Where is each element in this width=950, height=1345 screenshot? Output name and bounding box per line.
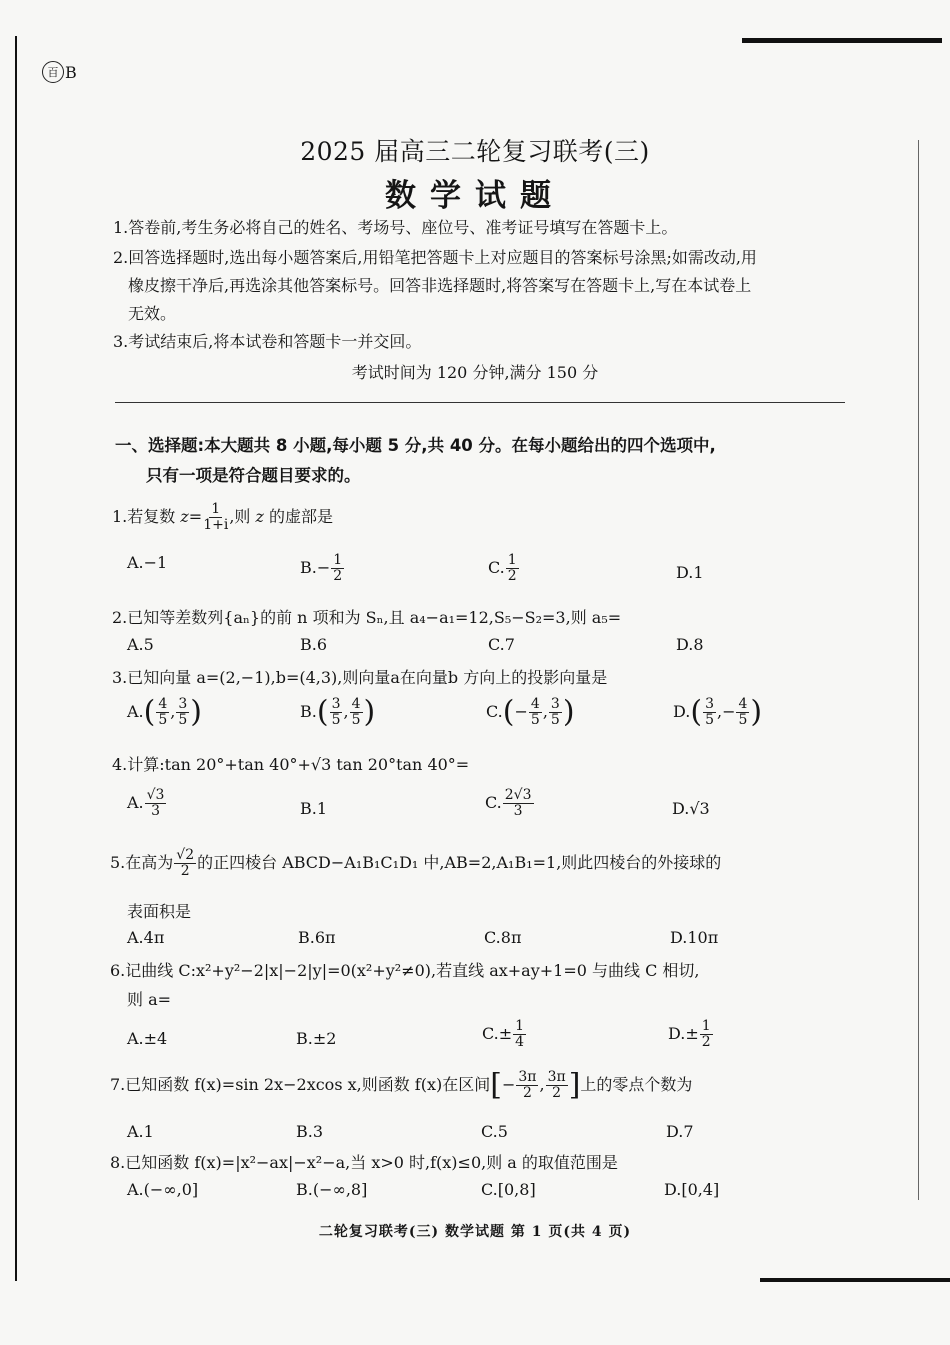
q7-option-b: B.3 bbox=[296, 1122, 324, 1141]
note-2-cont: 橡皮擦干净后,再选涂其他答案标号。回答非选择题时,将答案写在答题卡上,写在本试卷上 bbox=[128, 276, 752, 295]
q7-option-c: C.5 bbox=[481, 1122, 508, 1141]
note-1: 1.答卷前,考生务必将自己的姓名、考场号、座位号、准考证号填写在答题卡上。 bbox=[113, 218, 678, 237]
note-3: 3.考试结束后,将本试卷和答题卡一并交回。 bbox=[113, 332, 422, 351]
note-2: 2.回答选择题时,选出每小题答案后,用铅笔把答题卡上对应题目的答案标号涂黑;如需改动,用 bbox=[113, 248, 757, 267]
q5-option-c: C.8π bbox=[484, 928, 522, 947]
q4-option-c: C. $\frac{2√3}{3}$ bbox=[485, 787, 532, 819]
q3-option-b: B.( $\frac{3}{5}$ , $\frac{4}{5}$ ) bbox=[300, 694, 376, 730]
logo-circle: 百 bbox=[42, 61, 64, 83]
q4-option-d: D.√3 bbox=[672, 799, 710, 818]
section-heading-cont: 只有一项是符合题目要求的。 bbox=[146, 466, 361, 485]
question-1: 1.若复数 z= $\frac{1}{1+i}$ ,则 z 的虚部是 bbox=[112, 501, 334, 533]
q8-option-d: D.[0,4] bbox=[664, 1180, 720, 1199]
question-2: 2.已知等差数列{aₙ}的前 n 项和为 Sₙ,且 a₄−a₁=12,S₅−S₂=3,则 a₅= bbox=[112, 608, 622, 627]
q2-option-a: A.5 bbox=[127, 635, 154, 654]
q3-option-a: A.( $\frac{4}{5}$ , $\frac{3}{5}$ ) bbox=[127, 694, 203, 730]
q6-option-b: B.±2 bbox=[296, 1029, 337, 1048]
subject-title: 数学试题 bbox=[385, 178, 565, 214]
q2-option-d: D.8 bbox=[676, 635, 704, 654]
q2-option-c: C.7 bbox=[488, 635, 515, 654]
q4-option-b: B.1 bbox=[300, 799, 328, 818]
q8-option-b: B.(−∞,8] bbox=[296, 1180, 368, 1199]
q8-option-a: A.(−∞,0] bbox=[127, 1180, 199, 1199]
q1-option-d: D.1 bbox=[676, 563, 704, 582]
right-margin-line bbox=[918, 140, 919, 1200]
bottom-right-edge bbox=[760, 1278, 950, 1282]
question-6-cont: 则 a= bbox=[127, 990, 172, 1009]
q6-option-d: D.± $\frac{1}{2}$ bbox=[668, 1018, 711, 1050]
q6-option-c: C.± $\frac{1}{4}$ bbox=[482, 1018, 525, 1050]
note-2-end: 无效。 bbox=[128, 304, 177, 323]
q3-option-d: D.( $\frac{3}{5}$ ,− $\frac{4}{5}$ ) bbox=[673, 694, 763, 730]
publisher-logo bbox=[42, 60, 86, 84]
left-margin-line bbox=[15, 36, 17, 1281]
question-4: 4.计算:tan 20°+tan 40°+√3 tan 20°tan 40°= bbox=[112, 755, 470, 774]
top-right-edge bbox=[742, 38, 942, 43]
question-5: 5.在高为 $\frac{√2}{2}$ 的正四棱台 ABCD−A₁B₁C₁D₁ 中,AB=2,A₁B₁=1,则此四棱台的外接球的 bbox=[110, 847, 722, 879]
logo-letter: B bbox=[65, 62, 77, 82]
page-footer: 二轮复习联考(三) 数学试题 第 1 页(共 4 页) bbox=[318, 1224, 632, 1240]
q8-option-c: C.[0,8] bbox=[481, 1180, 536, 1199]
q5-option-a: A.4π bbox=[127, 928, 165, 947]
question-7: 7.已知函数 f(x)=sin 2x−2xcos x,则函数 f(x)在区间[− $\frac{3\pi}{2}$ , $\frac{3\pi}{2}$ ]上的零点个数为 bbox=[110, 1067, 693, 1103]
time-info: 考试时间为 120 分钟,满分 150 分 bbox=[351, 363, 599, 382]
question-8: 8.已知函数 f(x)=|x²−ax|−x²−a,当 x>0 时,f(x)≤0,则 a 的取值范围是 bbox=[110, 1153, 618, 1172]
q2-option-b: B.6 bbox=[300, 635, 328, 654]
q3-option-c: C.(− $\frac{4}{5}$ , $\frac{3}{5}$ ) bbox=[486, 694, 575, 730]
question-5-cont: 表面积是 bbox=[127, 902, 192, 921]
question-6: 6.记曲线 C:x²+y²−2|x|−2|y|=0(x²+y²≠0),若直线 ax+ay+1=0 与曲线 C 相切, bbox=[110, 961, 700, 980]
q7-option-d: D.7 bbox=[666, 1122, 694, 1141]
q7-option-a: A.1 bbox=[127, 1122, 154, 1141]
q1-option-c: C. $\frac{1}{2}$ bbox=[488, 552, 517, 584]
exam-title: 2025 届高三二轮复习联考(三) bbox=[300, 137, 650, 166]
divider bbox=[115, 402, 845, 403]
q5-option-b: B.6π bbox=[298, 928, 336, 947]
q6-option-a: A.±4 bbox=[127, 1029, 168, 1048]
q1-option-b: B.− $\frac{1}{2}$ bbox=[300, 552, 343, 584]
question-3: 3.已知向量 a=(2,−1),b=(4,3),则向量a在向量b 方向上的投影向量是 bbox=[112, 668, 608, 687]
q5-option-d: D.10π bbox=[670, 928, 719, 947]
q1-option-a: A.−1 bbox=[127, 553, 168, 572]
section-heading: 一、选择题:本大题共 8 小题,每小题 5 分,共 40 分。在每小题给出的四个选项中, bbox=[115, 436, 716, 455]
q4-option-a: A. $\frac{√3}{3}$ bbox=[127, 787, 165, 819]
